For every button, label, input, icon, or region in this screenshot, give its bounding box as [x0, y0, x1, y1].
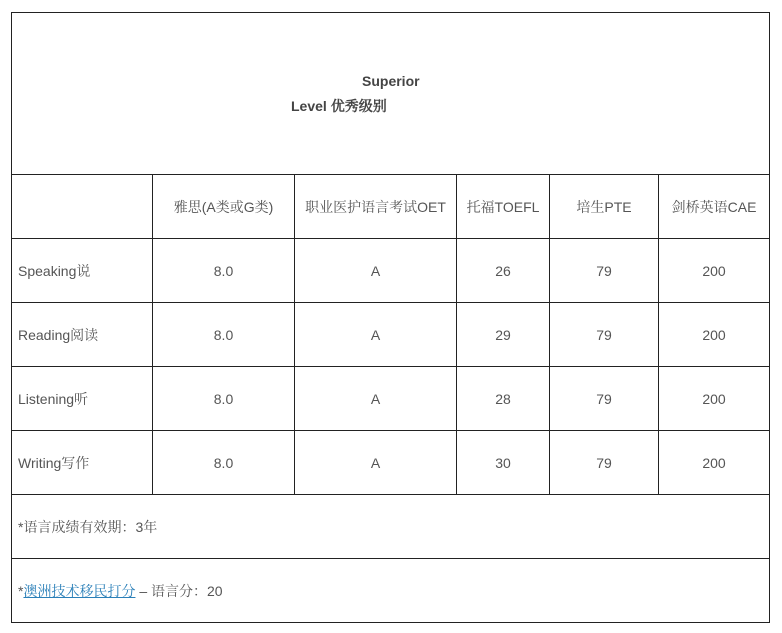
table-cell: 79	[550, 367, 659, 431]
column-header-empty	[12, 175, 153, 239]
table-cell: 30	[457, 431, 550, 495]
table-row	[12, 367, 770, 431]
table-cell: 200	[659, 239, 770, 303]
skilled-migration-points-link[interactable]: 澳洲技术移民打分	[23, 582, 136, 599]
table-cell: 79	[550, 303, 659, 367]
table-cell: 8.0	[153, 239, 295, 303]
column-header-oet: 职业医护语言考试OET	[295, 175, 457, 239]
points-note-prefix: *	[18, 582, 24, 599]
title-superior: Superior	[362, 73, 420, 89]
column-header-toefl: 托福TOEFL	[457, 175, 550, 239]
column-header-row	[12, 175, 770, 239]
table-cell: A	[295, 239, 457, 303]
column-header-pte: 培生PTE	[550, 175, 659, 239]
table-cell: 200	[659, 303, 770, 367]
table-cell: A	[295, 431, 457, 495]
language-requirements-table	[11, 12, 770, 623]
table-row	[12, 431, 770, 495]
column-header-ielts: 雅思(A类或G类)	[153, 175, 295, 239]
points-note-row	[12, 559, 770, 623]
validity-note-row	[12, 495, 770, 559]
table-cell: 26	[457, 239, 550, 303]
table-cell: 8.0	[153, 367, 295, 431]
table-cell: 200	[659, 367, 770, 431]
row-label: Reading阅读	[12, 303, 153, 367]
validity-note: *语言成绩有效期：3年	[12, 495, 770, 559]
row-label: Listening听	[12, 367, 153, 431]
table-cell: 29	[457, 303, 550, 367]
table-cell: 79	[550, 239, 659, 303]
table-cell: A	[295, 367, 457, 431]
table-row	[12, 239, 770, 303]
row-label: Speaking说	[12, 239, 153, 303]
points-note	[12, 559, 770, 623]
title-level: Level 优秀级别	[291, 98, 387, 114]
table-title-cell	[12, 13, 770, 175]
table-row	[12, 303, 770, 367]
table-cell: 8.0	[153, 303, 295, 367]
points-note-suffix: – 语言分：20	[135, 582, 223, 599]
table-cell: 79	[550, 431, 659, 495]
table-cell: 200	[659, 431, 770, 495]
table-cell: 28	[457, 367, 550, 431]
column-header-cae: 剑桥英语CAE	[659, 175, 770, 239]
row-label: Writing写作	[12, 431, 153, 495]
table-cell: 8.0	[153, 431, 295, 495]
table-cell: A	[295, 303, 457, 367]
